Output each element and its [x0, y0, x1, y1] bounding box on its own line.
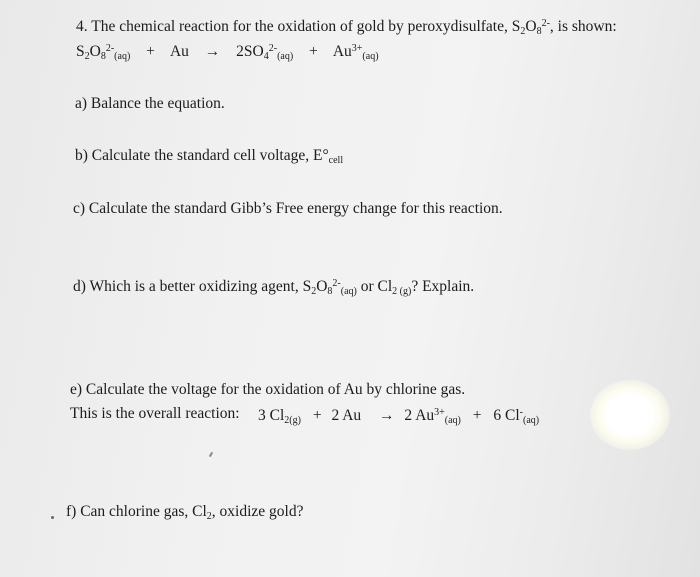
sub: 8	[327, 286, 333, 297]
stray-dot	[51, 516, 54, 519]
charge: 2-	[541, 18, 550, 29]
question-intro	[76, 18, 617, 36]
p1: 2 Au	[404, 407, 435, 424]
state: (aq)	[362, 51, 379, 62]
f-suffix: , oxidize gold?	[211, 503, 304, 520]
reactant-au: Au	[169, 43, 189, 60]
state: (aq)	[114, 51, 131, 62]
part-c: c) Calculate the standard Gibb’s Free energy change for this reaction.	[73, 200, 503, 217]
sub: 2(g)	[284, 415, 301, 426]
r1: S	[76, 43, 85, 60]
part-f	[66, 503, 303, 521]
part-d	[73, 278, 474, 296]
sub: 2	[520, 26, 526, 37]
state: (aq)	[523, 415, 540, 426]
intro-text: 4. The chemical reaction for the oxidation of gold by peroxydisulfate, S	[76, 18, 521, 35]
state: (aq)	[444, 415, 461, 426]
sub: 2 (g)	[392, 286, 412, 297]
r1o: O	[89, 43, 101, 60]
d-suffix: ? Explain.	[411, 278, 475, 295]
stray-mark	[209, 452, 213, 457]
part-e-line1: e) Calculate the voltage for the oxidation of Au by chlorine gas.	[70, 381, 466, 398]
d-text: d) Which is a better oxidizing agent, S	[73, 278, 312, 295]
sub: 4	[263, 51, 269, 62]
charge: 3+	[434, 407, 445, 418]
chlorine-reaction	[258, 407, 539, 425]
o: O	[316, 278, 328, 295]
r2: 2 Au	[331, 407, 362, 424]
sub: cell	[328, 155, 344, 166]
sub: 2	[84, 51, 90, 62]
sub: 8	[536, 26, 542, 37]
p1: 2SO	[236, 43, 264, 60]
state: (aq)	[340, 286, 357, 297]
charge: 2-	[268, 43, 278, 54]
sub: 2	[311, 286, 317, 297]
p2: 6 Cl	[493, 407, 520, 424]
intro-suffix: , is shown:	[549, 18, 617, 35]
sub: 8	[100, 51, 106, 62]
part-e-line2	[70, 405, 240, 423]
o: O	[525, 18, 537, 35]
charge: 2-	[332, 278, 341, 289]
plus: +	[472, 407, 482, 424]
light-glare	[590, 380, 670, 450]
arrow: →	[204, 43, 221, 60]
b-text: b) Calculate the standard cell voltage, E°	[75, 147, 329, 164]
charge: 2-	[105, 43, 115, 54]
part-b	[75, 147, 343, 165]
f-text: f) Can chlorine gas, Cl	[66, 503, 207, 520]
arrow: →	[379, 407, 395, 424]
charge: -	[519, 407, 524, 418]
sub: 2	[206, 511, 212, 522]
reaction-equation	[76, 43, 379, 61]
state: (aq)	[277, 51, 294, 62]
p2: Au	[332, 43, 352, 60]
plus: +	[146, 43, 155, 60]
plus: +	[309, 43, 318, 60]
part-a: a) Balance the equation.	[75, 95, 225, 112]
charge: 3+	[351, 43, 363, 54]
r1: 3 Cl	[258, 407, 285, 424]
e-label: This is the overall reaction:	[70, 405, 240, 422]
or: or Cl	[356, 278, 393, 295]
plus: +	[312, 407, 322, 424]
